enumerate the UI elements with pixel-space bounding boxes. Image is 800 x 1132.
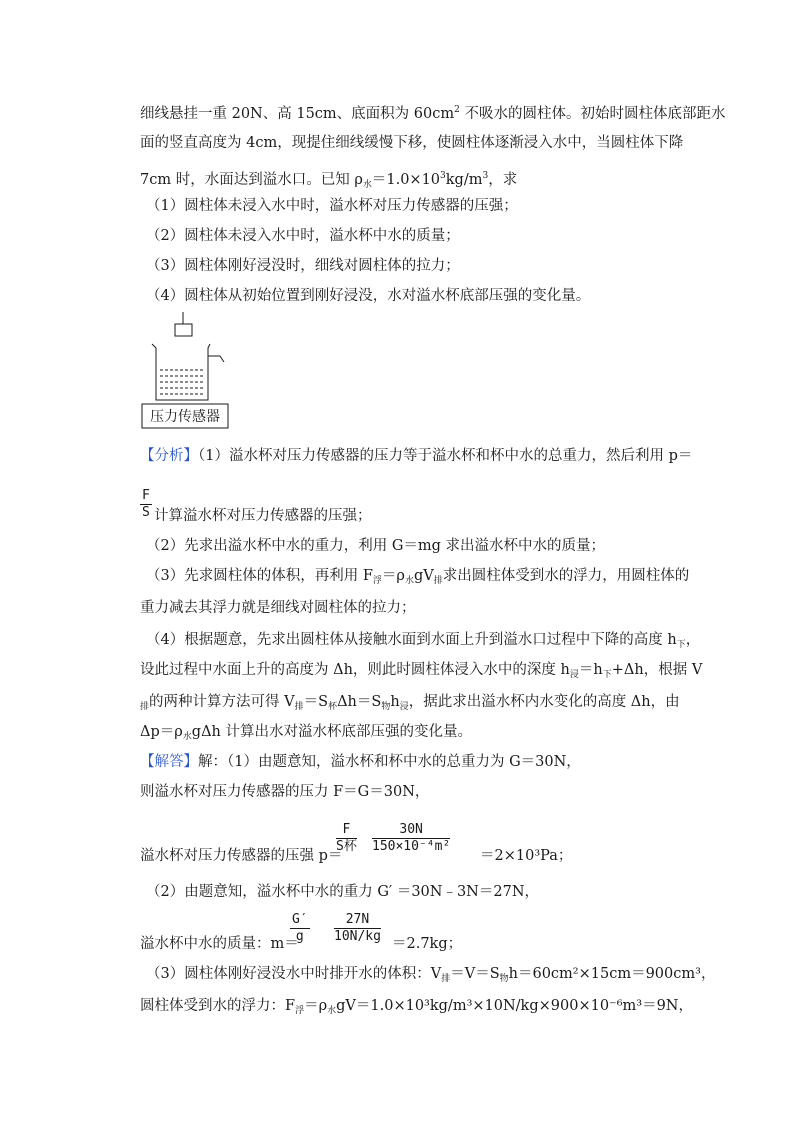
subscript: 浸 [569,670,579,680]
text: （1）溢水杯对压力传感器的压力等于溢水杯和杯中水的总重力，然后利用 p＝ [198,448,693,464]
text: kg/m [445,172,483,188]
solution-line-3-result: ＝2×10³Pa； [480,848,573,864]
solution-line-4: （2）由题意知，溢水杯中水的重力 G′ ＝30N﹣3N＝27N， [146,884,540,900]
text: 解：（1）由题意知，溢水杯和杯中水的总重力为 G＝30N， [198,754,581,770]
subscript: 物 [499,974,509,984]
subscript: 杯 [328,702,338,712]
fraction-numerator: G′ [292,912,308,927]
solution-tag: 【解答】 [140,754,198,770]
fraction-denominator: S杯 [336,839,357,854]
fraction-numerator: 27N [334,912,381,929]
subscript: 下 [676,640,686,650]
analysis-line-4 [146,630,700,655]
problem-line-1 [140,100,725,124]
text: ＝ρ [381,568,405,584]
solution-line-5-result: ＝2.7kg； [392,936,463,952]
text: ，求 [488,172,518,188]
text: 不吸水的圆柱体。初始时圆柱体底部距水 [459,106,726,122]
text: +Δh，根据 V [611,662,703,678]
text: ＝h [578,662,603,678]
solution-line-5: 溢水杯中水的质量：m＝ [140,936,299,952]
analysis-line-2: （2）先求出溢水杯中水的重力，利用 G＝mg 求出溢水杯中水的质量； [146,538,606,554]
subscript: 水 [362,180,372,190]
overflow-cup-diagram [140,312,240,432]
text: Δh＝S [337,694,382,710]
text: ＝ρ [304,998,328,1014]
text: 圆柱体受到水的浮力：F [140,998,296,1014]
subscript: 浸 [399,702,409,712]
subscript: 浮 [372,576,382,586]
subscript: 排 [433,576,443,586]
cylinder-shape [175,324,192,336]
text: gV [413,568,434,584]
sensor-label: 压力传感器 [150,409,220,425]
text: ＝S [303,694,329,710]
question-2: （2）圆柱体未浸入水中时，溢水杯中水的质量； [146,228,460,244]
subscript: 水 [327,1006,337,1016]
solution-line-2: 则溢水杯对压力传感器的压力 F＝G＝30N， [140,784,430,800]
text: 设此过程中水面上升的高度为 Δh，则此时圆柱体浸入水中的深度 h [140,662,570,678]
fraction-denominator: g [295,929,304,944]
text: （4）根据题意，先求出圆柱体从接触水面到水面上升到溢水口过程中下降的高度 h [146,632,677,648]
text: ＝1.0×10³kg/m³×10N/kg×900×10⁻⁶m³＝9N， [355,998,693,1014]
fraction-denominator: 150×10⁻⁴m² [372,839,451,854]
subscript: 下 [602,670,612,680]
formula-27n-over-g [334,912,381,945]
text: h＝60cm²×15cm＝900cm³， [508,966,716,982]
text: h [390,694,400,710]
solution-line-6 [146,964,715,989]
question-3: （3）圆柱体刚好浸没时，细线对圆柱体的拉力； [146,258,460,274]
fraction-denominator: S [142,505,150,520]
analysis-line-4d [140,722,472,747]
analysis-tag: 【分析】 [140,448,198,464]
text: ＝1.0×10 [371,172,441,188]
superscript: 3 [482,171,489,181]
superscript: 2 [454,105,460,115]
solution-line-7 [140,996,693,1021]
subscript: 物 [381,702,391,712]
problem-line-2 [140,133,683,153]
subscript: 排 [140,702,150,712]
fraction-numerator: 30N [372,822,450,839]
text: ，据此求出溢水杯内水变化的高度 Δh，由 [408,694,680,710]
formula-g-over-g [290,912,310,945]
text: （3）圆柱体刚好浸没水中时排开水的体积：V [146,966,442,982]
subscript: 水 [182,732,192,742]
text: gΔh 计算出水对溢水杯底部压强的变化量。 [191,724,472,740]
fraction-numerator: F [142,488,150,503]
text: ， [685,632,701,648]
solution-line-1 [140,752,581,772]
formula-p-fraction [140,488,152,521]
text: 面的竖直高度为 4cm，现提住细线缓慢下移，使圆柱体逐渐浸入水中，当圆柱体下降 [140,135,684,151]
diagram-svg [140,312,240,432]
analysis-line-3 [146,566,689,591]
superscript: 3 [440,171,446,181]
solution-line-3: 溢水杯对压力传感器的压强 p＝ [140,848,343,864]
text: 细线悬挂一重 20N、高 15cm、底面积为 60cm [140,106,455,122]
subscript: 排 [441,974,451,984]
text: gV [336,998,356,1014]
subscript: 浮 [295,1006,305,1016]
spout-shape [208,356,224,362]
subscript: 排 [294,702,304,712]
analysis-line-1 [140,446,692,466]
text: 7cm 时，水面达到溢水口。已知 ρ [140,172,363,188]
formula-30n-over-area [372,822,450,855]
analysis-line-4b [140,660,702,685]
text: （3）先求圆柱体的体积，再利用 F [146,568,373,584]
formula-f-over-s [336,822,357,855]
text: 的两种计算方法可得 V [149,694,295,710]
fraction-numerator: F [336,822,357,839]
text: Δp＝ρ [140,724,183,740]
fraction-denominator: 10N/kg [334,929,381,944]
text: ＝V＝S [450,966,500,982]
analysis-line-4c [140,692,680,717]
analysis-line-1b: 计算溢水杯对压力传感器的压强； [154,508,372,524]
cup-shape [152,344,210,400]
subscript: 水 [404,576,414,586]
text: 求出圆柱体受到水的浮力，用圆柱体的 [442,568,690,584]
analysis-line-3b: 重力减去其浮力就是细线对圆柱体的拉力； [140,600,416,616]
question-1: （1）圆柱体未浸入水中时，溢水杯对压力传感器的压强； [146,198,518,214]
problem-line-3 [140,166,517,195]
question-4: （4）圆柱体从初始位置到刚好浸没，水对溢水杯底部压强的变化量。 [146,288,591,304]
